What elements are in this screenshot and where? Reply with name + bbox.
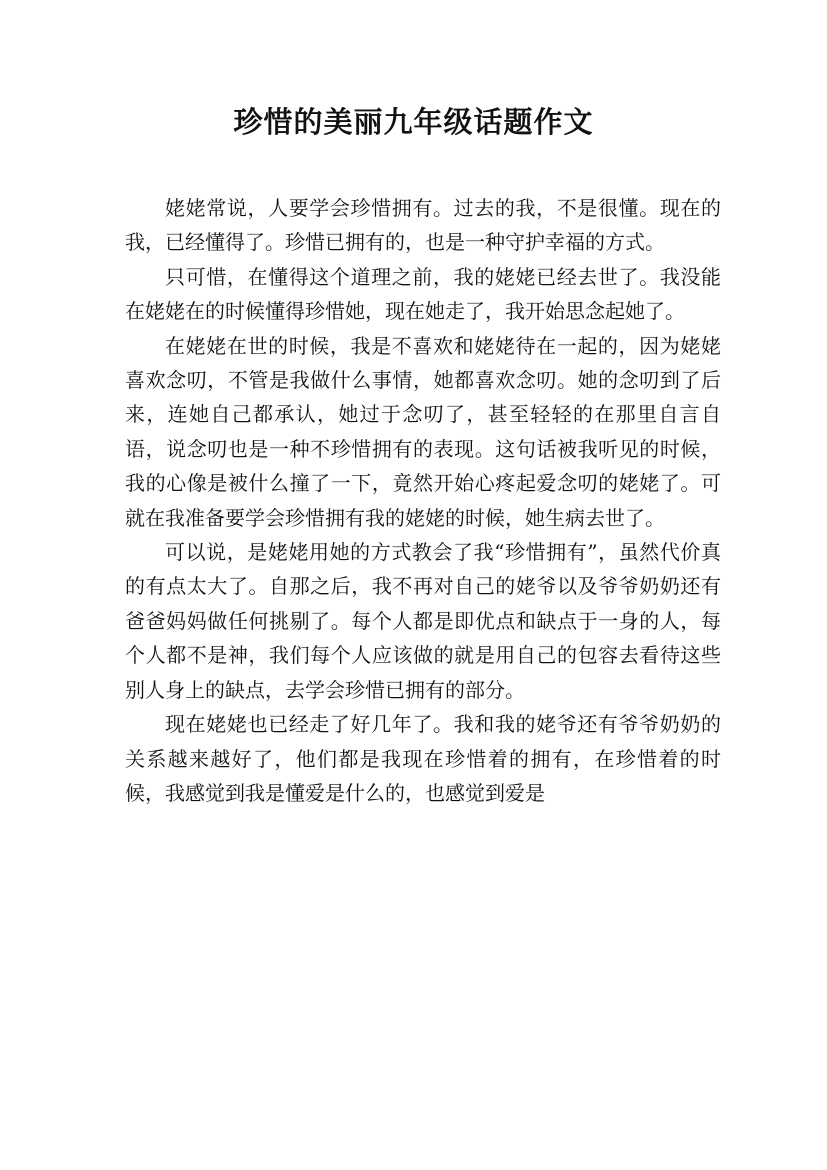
document-title: 珍惜的美丽九年级话题作文 [233, 105, 594, 139]
document-body [125, 191, 721, 810]
paragraph: 可以说，是姥姥用她的方式教会了我“珍惜拥有”，虽然代价真的有点太大了。自那之后，我不再对自己的姥爷以及爷爷奶奶还有爸爸妈妈做任何挑剔了。每个人都是即优点和缺点于一身的人，每个人都不是神，我们每个人应该做的就是用自己的包容去看待这些别人身上的缺点，去学会珍惜已拥有的部分。 [125, 540, 721, 702]
paragraph: 在姥姥在世的时候，我是不喜欢和姥姥待在一起的，因为姥姥喜欢念叨，不管是我做什么事情，她都喜欢念叨。她的念叨到了后来，连她自己都承认，她过于念叨了，甚至轻轻的在那里自言自语，说念叨也是一种不珍惜拥有的表现。这句话被我听见的时候，我的心像是被什么撞了一下，竟然开始心疼起爱念叨的姥姥了。可就在我准备要学会珍惜拥有我的姥姥的时候，她生病去世了。 [125, 333, 721, 530]
paragraph: 姥姥常说，人要学会珍惜拥有。过去的我，不是很懂。现在的我，已经懂得了。珍惜已拥有的，也是一种守护幸福的方式。 [125, 196, 721, 255]
paragraph: 现在姥姥也已经走了好几年了。我和我的姥爷还有爷爷奶奶的关系越来越好了，他们都是我现在珍惜着的拥有，在珍惜着的时候，我感觉到我是懂爱是什么的，也感觉到爱是 [125, 712, 721, 805]
paragraph: 只可惜，在懂得这个道理之前，我的姥姥已经去世了。我没能在姥姥在的时候懂得珍惜她，现在她走了，我开始思念起她了。 [125, 264, 721, 324]
